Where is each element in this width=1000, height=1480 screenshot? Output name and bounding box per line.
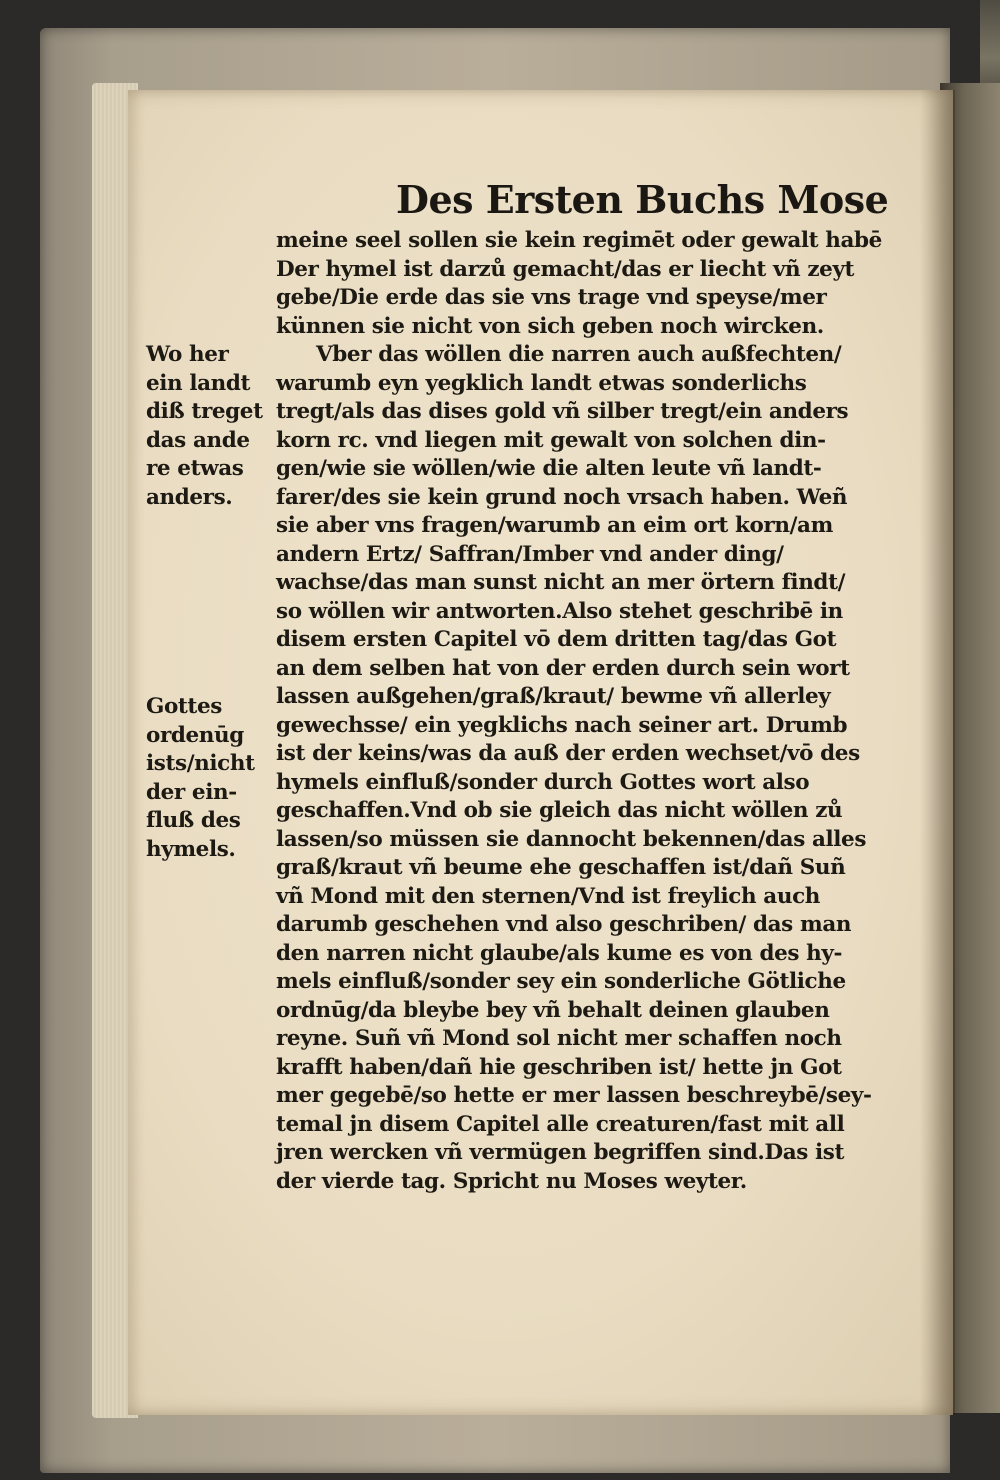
body-line: farer/des sie kein grund noch vrsach haben. Weñ — [276, 484, 848, 510]
body-line: künnen sie nicht von sich geben noch wircken. — [276, 313, 824, 339]
margin-note-line: hymels. — [146, 836, 236, 862]
margin-note-line: re etwas — [146, 456, 244, 481]
page-title: Des Ersten Buchs Mose — [396, 177, 889, 222]
body-line: lassen/so müssen sie dannocht bekennen/das alles — [276, 826, 867, 852]
body-line: korn rc. vnd liegen mit gewalt von solchen din- — [276, 427, 826, 453]
body-line: mels einfluß/sonder sey ein sonderliche Götliche — [276, 969, 846, 994]
margin-note-line: der ein- — [146, 779, 237, 805]
body-line: mer gegebē/so hette er mer lassen beschreybē/sey- — [276, 1083, 872, 1108]
body-line: gen/wie sie wöllen/wie die alten leute vñ landt- — [276, 456, 822, 481]
body-line: andern Ertz/ Saffran/Imber vnd ander ding/ — [276, 541, 784, 567]
body-line: so wöllen wir antworten.Also stehet geschribē in — [276, 598, 843, 624]
margin-note-line: fluß des — [146, 808, 241, 833]
body-line: temal jn disem Capitel alle creaturen/fast mit all — [276, 1111, 845, 1137]
body-line: Der hymel ist darzů gemacht/das er liecht vñ zeyt — [276, 256, 855, 282]
margin-note-line: Wo her — [146, 342, 229, 367]
body-line: krafft haben/dañ hie geschriben ist/ hette jn Got — [276, 1054, 842, 1080]
body-line: disem ersten Capitel vō dem dritten tag/das Got — [276, 627, 837, 652]
body-line: wachse/das man sunst nicht an mer örtern findt/ — [276, 570, 846, 595]
body-line: geschaffen.Vnd ob sie gleich das nicht wöllen zů — [276, 798, 843, 823]
body-line: der vierde tag. Spricht nu Moses weyter. — [276, 1168, 747, 1194]
margin-note-line: ists/nicht — [146, 751, 255, 776]
body-line: meine seel sollen sie kein regimēt oder gewalt habē — [276, 228, 882, 253]
body-line: hymels einfluß/sonder durch Gottes wort also — [276, 769, 810, 795]
body-line: Vber das wöllen die narren auch außfechten/ — [316, 342, 842, 367]
margin-note-line: anders. — [146, 484, 233, 510]
body-line: ist der keins/was da auß der erden wechset/vō des — [276, 741, 860, 766]
body-line: gewechsse/ ein yegklichs nach seiner art. Drumb — [276, 712, 848, 738]
body-line: vñ Mond mit den sternen/Vnd ist freylich auch — [276, 883, 820, 909]
body-line: warumb eyn yegklich landt etwas sonderlichs — [276, 370, 807, 396]
body-line: sie aber vns fragen/warumb an eim ort korn/am — [276, 513, 833, 538]
body-line: jren wercken vñ vermügen begriffen sind.Das ist — [276, 1140, 845, 1165]
body-line: graß/kraut vñ beume ehe geschaffen ist/dañ Suñ — [276, 855, 846, 880]
body-text — [276, 227, 882, 1196]
margin-note-line: ordenūg — [146, 722, 244, 748]
body-line: tregt/als das dises gold vñ silber tregt/ein anders — [276, 399, 849, 424]
body-line: lassen außgehen/graß/kraut/ bewme vñ allerley — [276, 684, 831, 709]
body-line: den narren nicht glaube/als kume es von des hy- — [276, 940, 843, 966]
margin-note-line: das ande — [146, 427, 250, 453]
body-line: darumb geschehen vnd also geschriben/ das man — [276, 912, 852, 937]
margin-note-line: Gottes — [146, 694, 222, 719]
body-line: gebe/Die erde das sie vns trage vnd speyse/mer — [276, 285, 827, 310]
margin-note-line: diß treget — [146, 399, 263, 424]
gutter-shadow — [920, 90, 955, 1415]
margin-note-gods-order — [146, 693, 270, 864]
body-line: ordnūg/da bleybe bey vñ behalt deinen glauben — [276, 997, 830, 1023]
body-line: an dem selben hat von der erden durch sein wort — [276, 655, 850, 681]
body-line: reyne. Suñ vñ Mond sol nicht mer schaffen noch — [276, 1026, 842, 1051]
margin-note-origin — [146, 341, 270, 512]
margin-note-line: ein landt — [146, 370, 251, 396]
